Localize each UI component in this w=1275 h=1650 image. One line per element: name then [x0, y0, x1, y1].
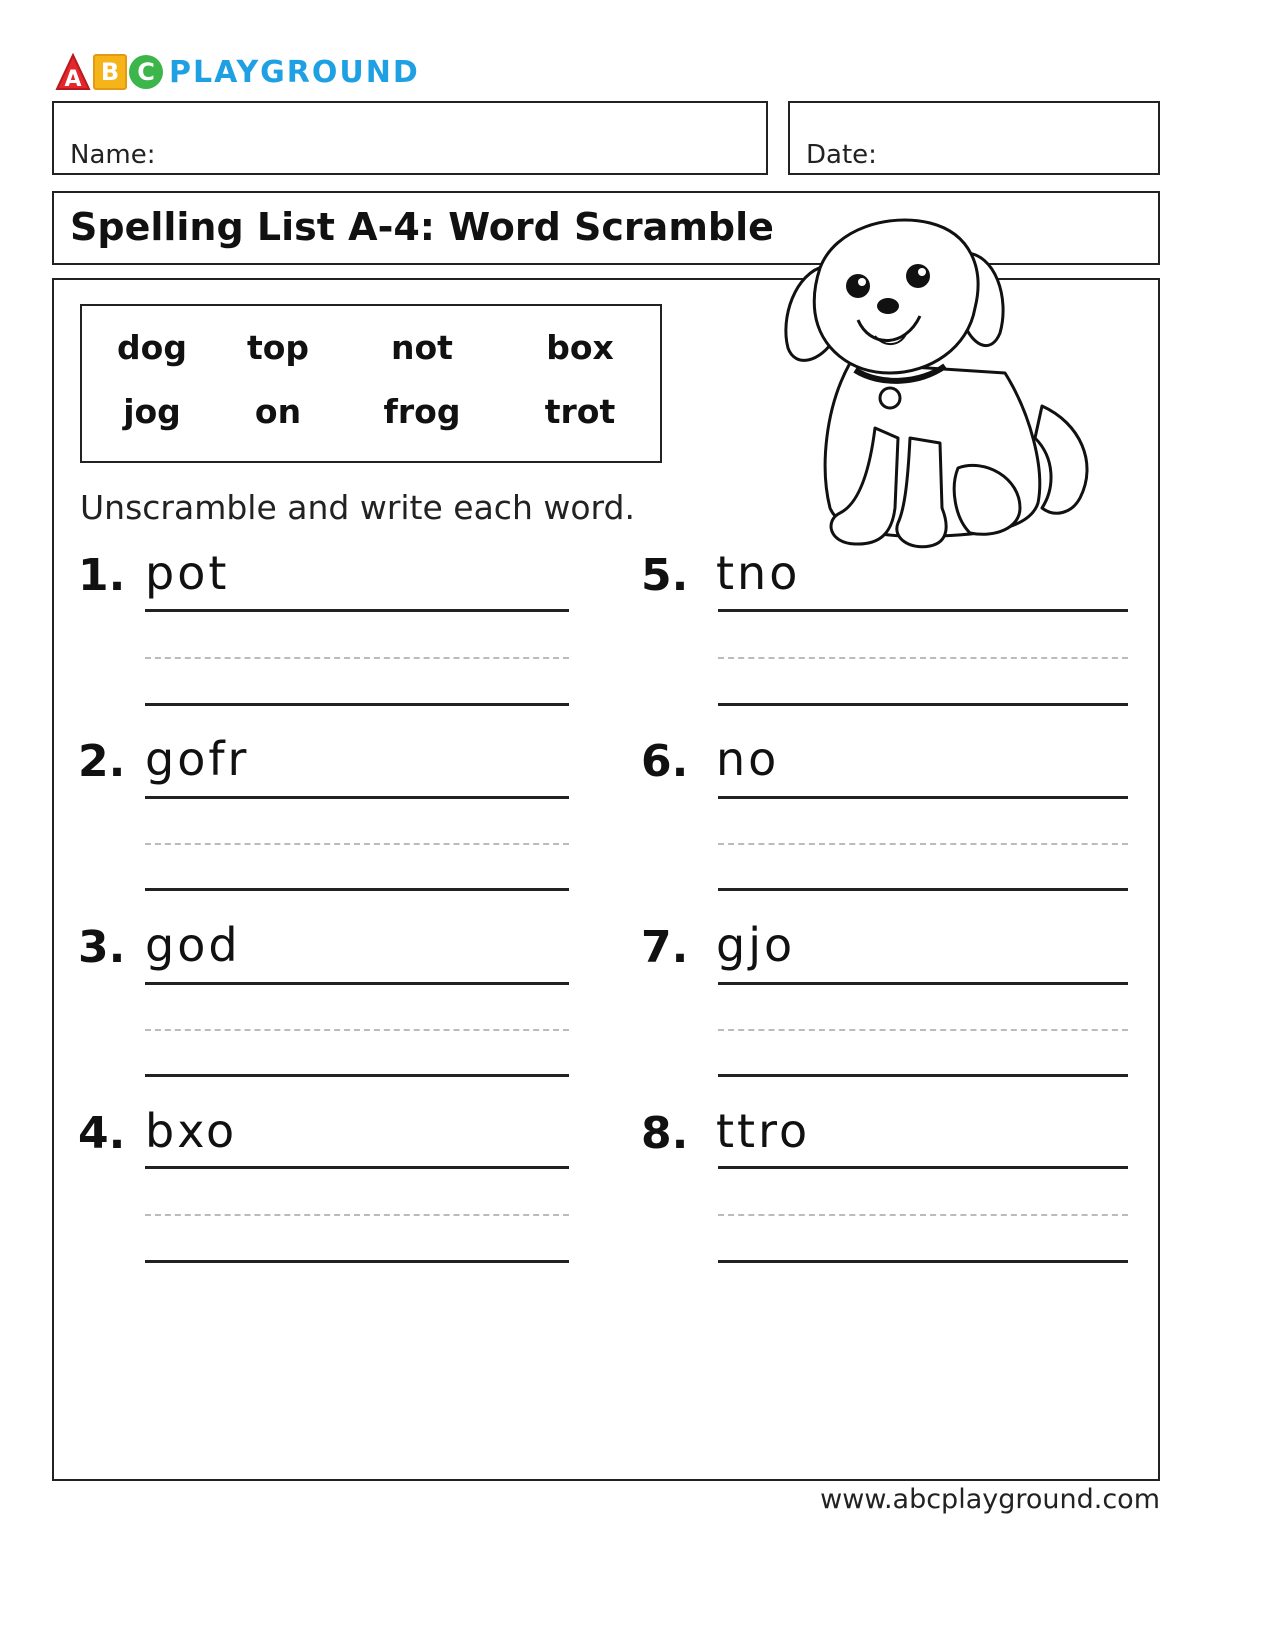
midline [718, 1214, 1128, 1216]
question-number: 6. [641, 736, 689, 787]
scrambled-word: tno [716, 546, 801, 600]
answer-line[interactable] [145, 888, 569, 891]
brand-logo [55, 52, 420, 92]
baseline [145, 982, 569, 985]
name-label: Name: [70, 140, 156, 170]
baseline [145, 1166, 569, 1169]
baseline [145, 609, 569, 612]
scrambled-word: god [145, 918, 241, 972]
baseline [718, 609, 1128, 612]
scrambled-word: no [716, 732, 780, 786]
svg-text:A: A [64, 67, 82, 91]
midline [145, 1214, 569, 1216]
bank-word: not [391, 328, 453, 367]
bank-word: dog [117, 328, 187, 367]
midline [145, 843, 569, 845]
midline [145, 657, 569, 659]
answer-line[interactable] [718, 703, 1128, 706]
scrambled-word: pot [145, 546, 230, 600]
logo-wordmark: PLAYGROUND [169, 54, 420, 90]
scrambled-word: gofr [145, 732, 250, 786]
bank-word: top [246, 328, 310, 367]
date-label: Date: [806, 140, 877, 170]
midline [718, 1029, 1128, 1031]
baseline [718, 1166, 1128, 1169]
question-number: 8. [641, 1108, 689, 1159]
question-number: 2. [78, 736, 126, 787]
scrambled-word: bxo [145, 1104, 238, 1158]
baseline [145, 796, 569, 799]
logo-letter-a [55, 53, 91, 91]
bank-word: frog [383, 392, 461, 431]
midline [718, 843, 1128, 845]
page-title: Spelling List A-4: Word Scramble [70, 205, 774, 249]
answer-line[interactable] [145, 703, 569, 706]
scrambled-word: gjo [716, 918, 796, 972]
word-bank [80, 304, 662, 463]
answer-line[interactable] [718, 1260, 1128, 1263]
puppy-illustration [780, 208, 1100, 553]
answer-line[interactable] [718, 1074, 1128, 1077]
midline [718, 657, 1128, 659]
bank-word: trot [544, 392, 616, 431]
midline [145, 1029, 569, 1031]
answer-line[interactable] [145, 1260, 569, 1263]
answer-line[interactable] [145, 1074, 569, 1077]
date-field[interactable] [788, 101, 1160, 175]
answer-line[interactable] [718, 888, 1128, 891]
question-number: 7. [641, 922, 689, 973]
baseline [718, 982, 1128, 985]
bank-word: on [254, 392, 302, 431]
scrambled-word: ttro [716, 1104, 811, 1158]
footer-url[interactable]: www.abcplayground.com [820, 1484, 1160, 1515]
logo-letter-b: B [93, 54, 127, 90]
baseline [718, 796, 1128, 799]
name-field[interactable] [52, 101, 768, 175]
question-number: 3. [78, 922, 126, 973]
question-number: 4. [78, 1108, 126, 1159]
bank-word: jog [123, 392, 181, 431]
question-number: 5. [641, 550, 689, 601]
instructions-text: Unscramble and write each word. [80, 488, 635, 527]
bank-word: box [546, 328, 614, 367]
question-number: 1. [78, 550, 126, 601]
logo-letter-c: C [129, 55, 163, 89]
